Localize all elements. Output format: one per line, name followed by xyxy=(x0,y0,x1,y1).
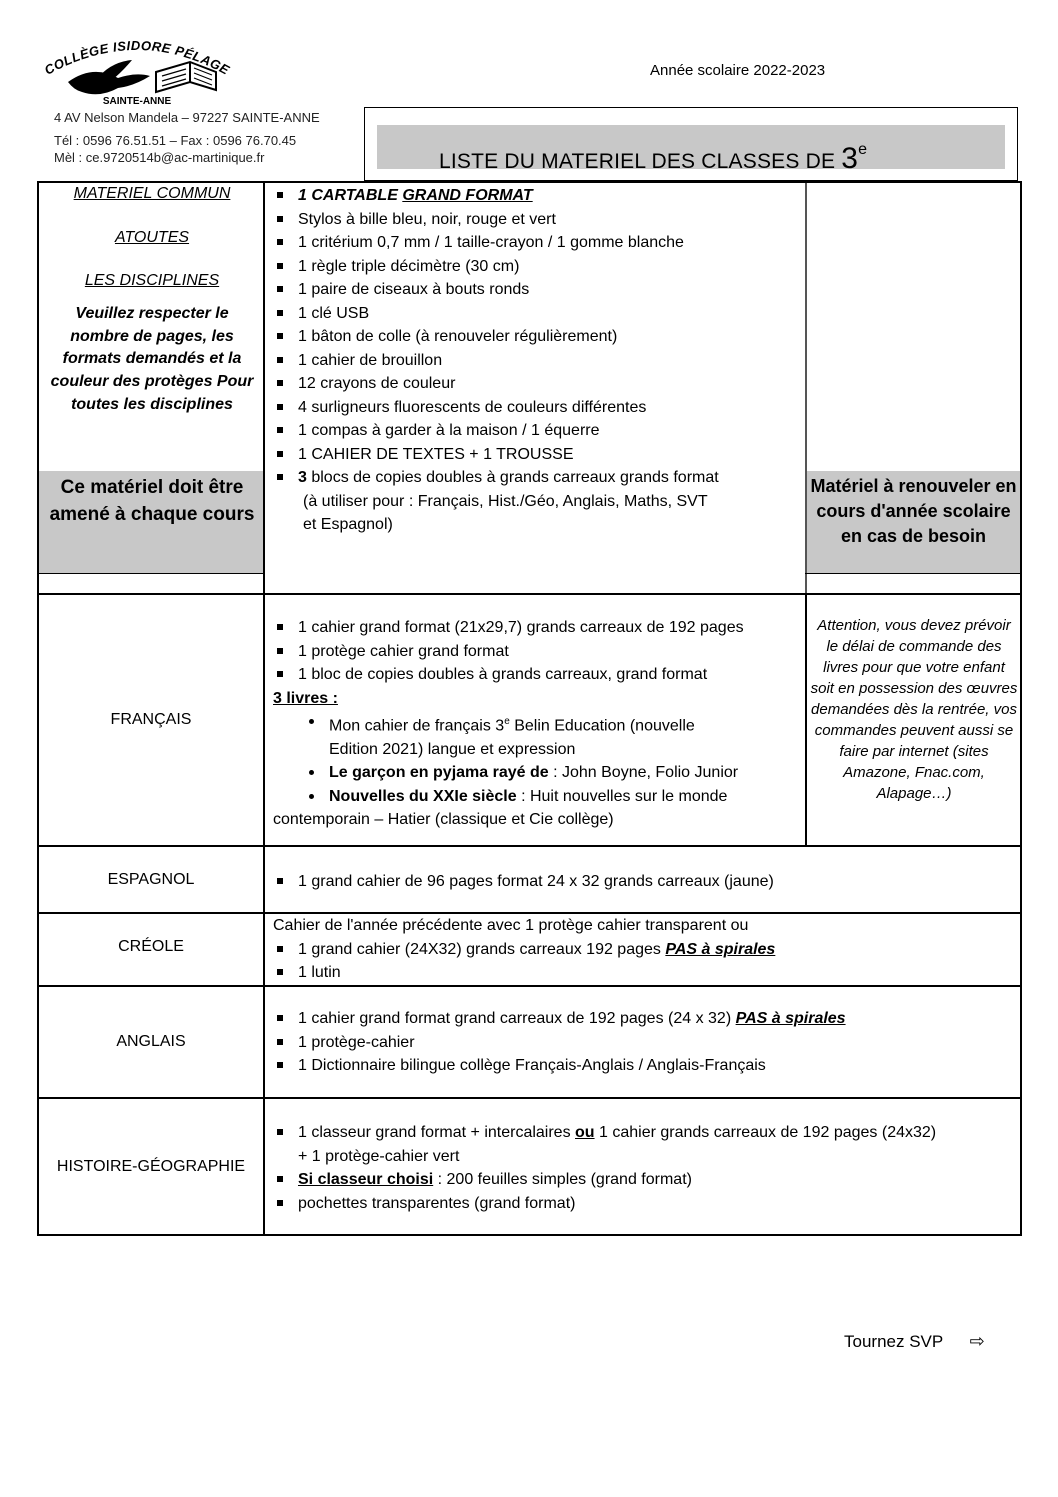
common-item: 1 CAHIER DE TEXTES + 1 TROUSSE xyxy=(265,443,805,467)
common-item: 1 cahier de brouillon xyxy=(265,349,805,373)
common-item: 4 surligneurs fluorescents de couleurs différentes xyxy=(265,396,805,420)
common-item: 1 bâton de colle (à renouveler régulièrement) xyxy=(265,325,805,349)
subject-creole: CRÉOLE xyxy=(118,938,184,955)
subject-espagnol: ESPAGNOL xyxy=(107,871,195,888)
common-label xyxy=(40,184,264,417)
anglais-items xyxy=(265,1007,1005,1078)
school-year: Année scolaire 2022-2023 xyxy=(650,62,826,79)
creole-items xyxy=(265,914,1005,985)
common-item: 1 clé USB xyxy=(265,302,805,326)
francais-item: 1 cahier grand format (21x29,7) grands carreaux de 192 pages xyxy=(265,616,805,640)
francais-book3-cont: contemporain – Hatier (classique et Cie collège) xyxy=(273,811,614,829)
common-items xyxy=(265,184,805,537)
histoire-item: 1 classeur grand format + intercalaires ou 1 cahier grands carreaux de 192 pages (24x32) xyxy=(265,1121,1005,1145)
school-phone: Tél : 0596 76.51.51 – Fax : 0596 76.70.45 xyxy=(54,133,297,148)
histoire-items xyxy=(265,1121,1005,1215)
creole-intro: Cahier de l'année précédente avec 1 protège cahier transparent ou xyxy=(273,917,749,934)
histoire-item: pochettes transparentes (grand format) xyxy=(265,1192,1005,1216)
common-gray-right-text: Matériel à renouveler en cours d'année scolaire en cas de besoin xyxy=(810,476,1017,546)
francais-items xyxy=(265,616,805,832)
common-item: Stylos à bille bleu, noir, rouge et vert xyxy=(265,208,805,232)
subject-histoire-geographie: HISTOIRE-GÉOGRAPHIE xyxy=(56,1158,246,1175)
title-box xyxy=(364,107,1018,181)
school-logo xyxy=(38,32,236,114)
subject-anglais: ANGLAIS xyxy=(116,1033,186,1050)
school-address: 4 AV Nelson Mandela – 97227 SAINTE-ANNE xyxy=(54,110,320,125)
anglais-item: 1 cahier grand format grand carreaux de 192 pages (24 x 32) PAS à spirales xyxy=(265,1007,1005,1031)
title-band xyxy=(377,125,1005,175)
common-item: 1 paire de ciseaux à bouts ronds xyxy=(265,278,805,302)
common-item: 1 règle triple décimètre (30 cm) xyxy=(265,255,805,279)
page-title: LISTE DU MATERIEL DES CLASSES DE 3e xyxy=(439,141,868,175)
francais-book1-cont: Edition 2021) langue et expression xyxy=(329,740,576,758)
common-label-line3: LES DISCIPLINES xyxy=(84,272,220,289)
creole-item: 1 lutin xyxy=(265,961,1005,985)
subject-francais: FRANÇAIS xyxy=(110,711,192,728)
common-item: 1 critérium 0,7 mm / 1 taille-crayon / 1 gomme blanche xyxy=(265,231,805,255)
svg-text:COLLÈGE ISIDORE PÉLAGE: COLLÈGE ISIDORE PÉLAGE xyxy=(41,37,233,78)
histoire-item: Si classeur choisi : 200 feuilles simples (grand format) xyxy=(265,1168,1005,1192)
svg-text:SAINTE-ANNE: SAINTE-ANNE xyxy=(102,96,172,107)
common-item-copies-cont: (à utiliser pour : Français, Hist./Géo, Anglais, Maths, SVT xyxy=(303,492,708,510)
common-label-line2: ATOUTES xyxy=(114,229,190,246)
francais-book: Mon cahier de français 3e Belin Education (nouvelle xyxy=(265,710,805,738)
common-item-cartable: 1 CARTABLE GRAND FORMAT xyxy=(265,184,805,208)
francais-books-label: 3 livres : xyxy=(273,689,338,707)
anglais-item: 1 protège-cahier xyxy=(265,1031,1005,1055)
common-item: 1 compas à garder à la maison / 1 équerre xyxy=(265,419,805,443)
anglais-item: 1 Dictionnaire bilingue collège Français-Anglais / Anglais-Français xyxy=(265,1054,1005,1078)
common-item: 12 crayons de couleur xyxy=(265,372,805,396)
francais-book: Nouvelles du XXIe siècle : Huit nouvelles sur le monde xyxy=(265,785,805,809)
common-label-line1: MATERIEL COMMUN xyxy=(73,185,231,202)
francais-book: Le garçon en pyjama rayé de : John Boyne, Folio Junior xyxy=(265,761,805,785)
francais-item: 1 bloc de copies doubles à grands carreaux, grand format xyxy=(265,663,805,687)
common-gray-left-text: Ce matériel doit être amené à chaque cours xyxy=(49,477,255,525)
school-email: Mèl : ce.9720514b@ac-martinique.fr xyxy=(54,150,265,165)
common-note: Veuillez respecter le nombre de pages, les formats demandés et la couleur des protèges Pour toutes les disciplines xyxy=(50,305,254,413)
espagnol-item: 1 grand cahier de 96 pages format 24 x 32 grands carreaux (jaune) xyxy=(265,870,1005,894)
francais-note: Attention, vous devez prévoir le délai de commande des livres pour que votre enfant soit en possession des œuvres demandées dès la rentrée, vos commandes peuvent aussi se faire par internet (sites Amazone, Fnac.com, Alapage…) xyxy=(810,617,1018,802)
arrow-right-icon: ⇨ xyxy=(969,1331,985,1351)
espagnol-items xyxy=(265,870,1005,894)
francais-item: 1 protège cahier grand format xyxy=(265,640,805,664)
common-item-copies: 3 blocs de copies doubles à grands carreaux grands format xyxy=(265,466,805,490)
creole-item: 1 grand cahier (24X32) grands carreaux 192 pages PAS à spirales xyxy=(265,938,1005,962)
turn-page-note: Tournez SVP ⇨ xyxy=(844,1331,985,1351)
common-item-copies-cont2: et Espagnol) xyxy=(303,516,393,533)
histoire-item1-cont: + 1 protège-cahier vert xyxy=(298,1147,460,1165)
